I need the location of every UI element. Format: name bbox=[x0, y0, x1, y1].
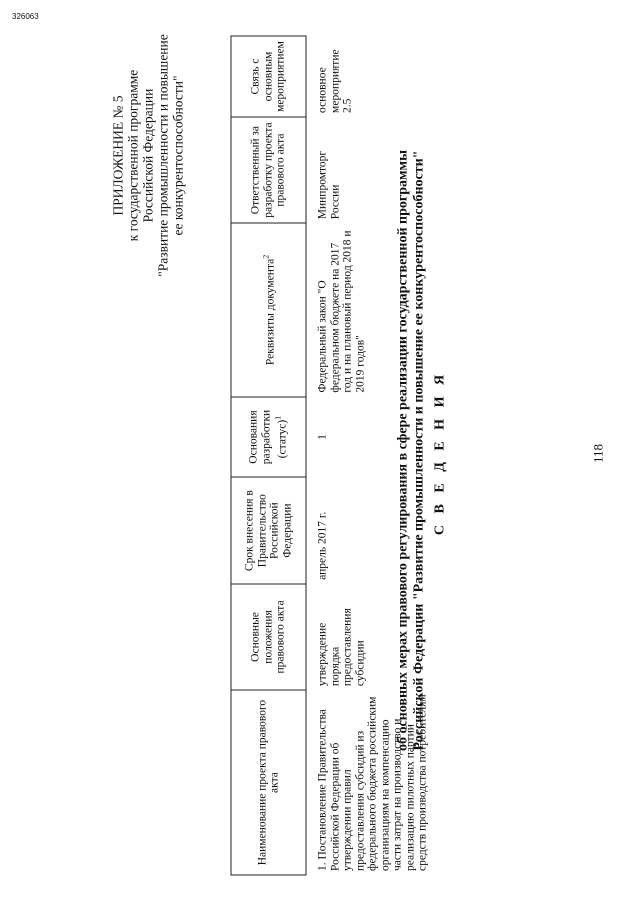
measures-table bbox=[230, 35, 433, 875]
footnote-mark: 1 bbox=[273, 415, 283, 420]
cell-provisions: утверждение порядка предоставления субсидии bbox=[316, 607, 366, 686]
header-basis-text: Основания разработки (статус) bbox=[247, 409, 289, 464]
page-number: 118 bbox=[590, 443, 605, 463]
appendix-block bbox=[110, 5, 185, 305]
appendix-line: ее конкурентоспособности" bbox=[170, 75, 185, 235]
document-title: С В Е Д Е Н И Я bbox=[432, 370, 447, 535]
header-responsible: Ответственный за разработку проекта правового акта bbox=[231, 116, 306, 222]
appendix-line: к государственной программе bbox=[125, 69, 140, 241]
table-row bbox=[306, 36, 433, 875]
appendix-line: "Развитие промышленности и повышение bbox=[155, 33, 170, 277]
header-basis bbox=[231, 396, 306, 477]
header-link: Связь с основным мероприятием bbox=[231, 36, 306, 117]
cell-basis: 1 bbox=[316, 433, 328, 440]
document-id: 326063 bbox=[12, 12, 39, 21]
cell-deadline: апрель 2017 г. bbox=[316, 511, 328, 580]
appendix-number: ПРИЛОЖЕНИЕ № 5 bbox=[110, 94, 125, 216]
footnote-mark: 2 bbox=[260, 254, 270, 259]
cell-link: основное мероприятие 2.5 bbox=[316, 48, 353, 113]
table-header-row bbox=[231, 36, 306, 875]
subtitle-line: об основных мерах правового регулирования в сфере реализации государственной программы bbox=[395, 149, 410, 751]
cell-requisites: Федеральный закон "О федеральном бюджете на 2017 год и на плановый период 2018 и 2019 годов" bbox=[316, 229, 366, 393]
header-requisites-text: Реквизиты документа bbox=[263, 258, 276, 365]
cell-responsible: Минпромторг России bbox=[316, 150, 341, 219]
header-name: Наименование проекта правового акта bbox=[231, 690, 306, 875]
header-requisites bbox=[231, 223, 306, 396]
header-deadline: Срок внесения в Правительство Российской Федерации bbox=[231, 477, 306, 583]
header-provisions: Основные положения правового акта bbox=[231, 583, 306, 689]
appendix-line: Российской Федерации bbox=[140, 88, 155, 222]
subtitle-line: Российской Федерации "Развитие промышленности и повышение ее конкурентоспособности" bbox=[411, 150, 426, 750]
cell-name: 1. Постановление Правительства Российской Федерации об утверждении правил предоставления субсидий из федерального бюджета российским организациям на компенсацию части затрат на производство и реализацию пилотных партий средств производства потребителям bbox=[316, 693, 428, 871]
